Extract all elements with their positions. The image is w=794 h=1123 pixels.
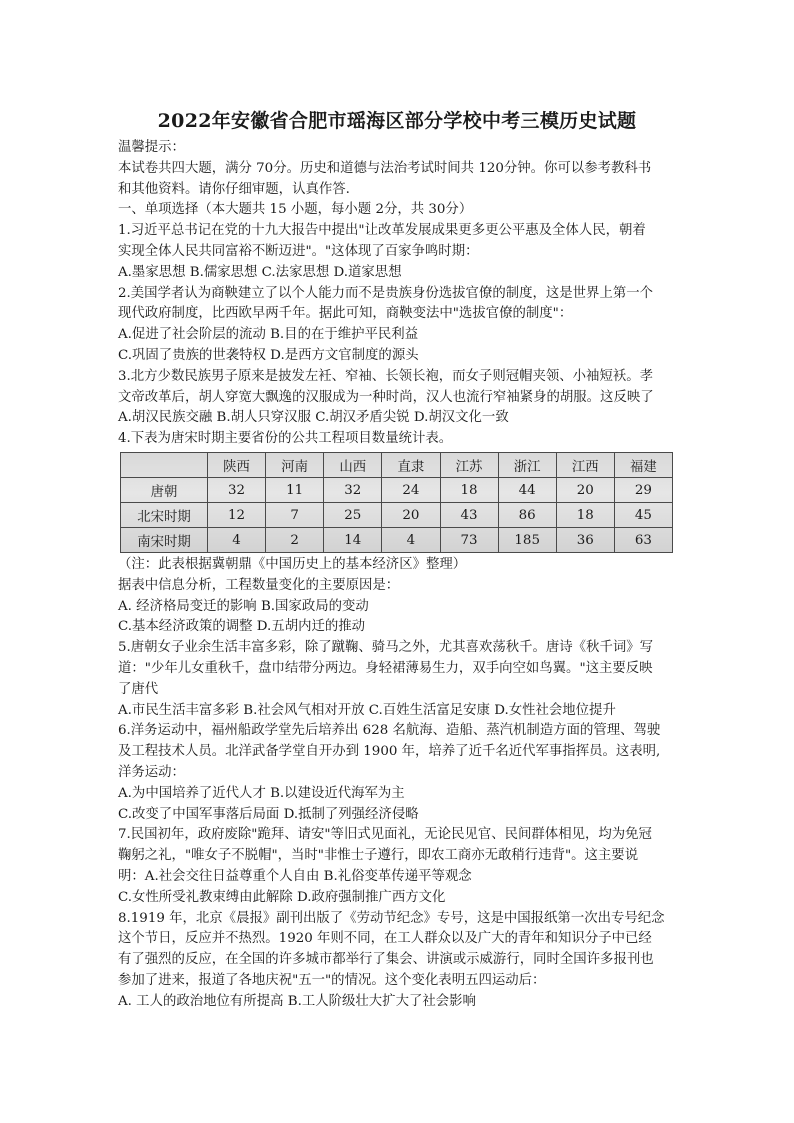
question-1-line: 实现全体人民共同富裕不断迈进"。"这体现了百家争鸣时期：	[118, 243, 479, 259]
question-6-options: C.改变了中国军事落后局面 D.抵制了列强经济侵略	[118, 806, 419, 822]
question-8-line: 8.1919 年，北京《晨报》副刊出版了《劳动节纪念》专号，这是中国报纸第一次出专号纪念	[118, 910, 665, 926]
question-5-line: 了唐代	[118, 681, 159, 697]
table-header-cell	[121, 453, 208, 478]
exam-body-continued	[118, 555, 678, 1013]
table-cell: 14	[324, 528, 382, 553]
question-3-line: 文帝改革后，胡人穿宽大飘逸的汉服成为一种时尚，汉人也流行窄袖紧身的胡服。这反映了	[118, 389, 654, 405]
question-1-options: A.墨家思想 B.儒家思想 C.法家思想 D.道家思想	[118, 264, 402, 280]
table-header-row	[121, 453, 673, 478]
section-heading: 一、单项选择（本大题共 15 小题，每小题 2分，共 30分）	[118, 202, 473, 218]
table-cell: 11	[266, 478, 324, 503]
question-4-line: 4.下表为唐宋时期主要省份的公共工程项目数量统计表。	[118, 431, 453, 447]
question-8-options: A. 工人的政治地位有所提高 B.工人阶级壮大扩大了社会影响	[118, 993, 476, 1009]
table-cell: 43	[440, 503, 498, 528]
question-5-options: A.市民生活丰富多彩 B.社会风气相对开放 C.百姓生活富足安康 D.女性社会地位提升	[118, 702, 616, 718]
question-4-stem: 据表中信息分析，工程数量变化的主要原因是：	[118, 577, 400, 593]
table-cell: 4	[382, 528, 440, 553]
table-row	[121, 503, 673, 528]
table-header-cell: 福建	[614, 453, 672, 478]
question-2-line: 现代政府制度，比西欧早两千年。据此可知，商鞅变法中"选拔官僚的制度"：	[118, 306, 573, 322]
tip-label: 温馨提示：	[118, 140, 185, 155]
table-row	[121, 528, 673, 553]
question-3-options: A.胡汉民族交融 B.胡人只穿汉服 C.胡汉矛盾尖锐 D.胡汉文化一致	[118, 410, 509, 426]
table-cell: 36	[556, 528, 614, 553]
table-header-cell: 浙江	[498, 453, 556, 478]
question-5-line: 道："少年儿女重秋千，盘巾结带分两边。身轻裙薄易生力，双手向空如鸟翼。"这主要反映	[118, 660, 653, 676]
table-cell: 32	[324, 478, 382, 503]
question-6-line: 及工程技术人员。北洋武备学堂自开办到 1900 年，培养了近千名近代军事指挥员。这表明,	[118, 744, 661, 760]
stats-table	[120, 452, 673, 553]
table-row-label: 北宋时期	[121, 503, 208, 528]
table-cell: 4	[208, 528, 266, 553]
table-cell: 63	[614, 528, 672, 553]
table-cell: 18	[440, 478, 498, 503]
question-8-line: 参加了进来，报道了各地庆祝"五一"的情况。这个变化表明五四运动后：	[118, 972, 546, 988]
question-7-line: 7.民国初年，政府废除"跪拜、请安"等旧式见面礼，无论民见官、民间群体相见，均为免冠	[118, 827, 652, 843]
question-6-line: 6.洋务运动中，福州船政学堂先后培养出 628 名航海、造船、蒸汽机制造方面的管理、驾驶	[118, 723, 661, 739]
tip-line: 和其他资料。请你仔细审题，认真作答.	[118, 181, 350, 197]
table-header-cell: 陕西	[208, 453, 266, 478]
question-4-options: A. 经济格局变迁的影响 B.国家政局的变动	[118, 598, 369, 614]
table-row-label: 南宋时期	[121, 528, 208, 553]
question-3-line: 3.北方少数民族男子原来是披发左衽、窄袖、长领长袍，而女子则冠帽夹领、小袖短袄。孝	[118, 368, 654, 384]
table-cell: 2	[266, 528, 324, 553]
tip-line: 本试卷共四大题，满分 70分。历史和道德与法治考试时间共 120分钟。你可以参考教科书	[118, 160, 652, 176]
question-8-line: 有了强烈的反应，在全国的许多城市都举行了集会、讲演或示威游行，同时全国许多报刊也	[118, 952, 654, 968]
question-6-line: 洋务运动：	[118, 764, 185, 780]
table-header-cell: 直隶	[382, 453, 440, 478]
table-cell: 24	[382, 478, 440, 503]
question-7-line: 明：A.社会交往日益尊重个人自由 B.礼俗变革传递平等观念	[118, 868, 472, 884]
table-cell: 44	[498, 478, 556, 503]
table-header-cell: 江苏	[440, 453, 498, 478]
table-cell: 20	[556, 478, 614, 503]
table-row	[121, 478, 673, 503]
question-8-line: 这个节日，反应并不热烈。1920 年则不同，在工人群众以及广大的青年和知识分子中已经	[118, 931, 652, 947]
question-2-options: A.促进了社会阶层的流动 B.目的在于维护平民利益	[118, 327, 419, 343]
table-row-label: 唐朝	[121, 478, 208, 503]
question-4-options: C.基本经济政策的调整 D.五胡内迁的推动	[118, 619, 366, 635]
table-cell: 32	[208, 478, 266, 503]
page-title: 2022年安徽省合肥市瑶海区部分学校中考三模历史试题	[157, 110, 637, 132]
question-6-options: A.为中国培养了近代人才 B.以建设近代海军为主	[118, 785, 405, 801]
table-header-cell: 江西	[556, 453, 614, 478]
table-cell: 86	[498, 503, 556, 528]
table-cell: 29	[614, 478, 672, 503]
table-cell: 185	[498, 528, 556, 553]
question-1-line: 1.习近平总书记在党的十九大报告中提出"让改革发展成果更多更公平惠及全体人民，朝着	[118, 223, 646, 239]
question-2-options: C.巩固了贵族的世袭特权 D.是西方文官制度的源头	[118, 347, 419, 363]
table-cell: 18	[556, 503, 614, 528]
table-header-cell: 河南	[266, 453, 324, 478]
table-header-cell: 山西	[324, 453, 382, 478]
question-7-line: 鞠躬之礼，"唯女子不脱帽"，当时"非惟士子遵行，即农工商亦无敢稍行违背"。这主要说	[118, 848, 639, 864]
table-cell: 7	[266, 503, 324, 528]
table-cell: 45	[614, 503, 672, 528]
table-cell: 20	[382, 503, 440, 528]
question-2-line: 2.美国学者认为商鞅建立了以个人能力而不是贵族身份选拔官僚的制度，这是世界上第一个	[118, 285, 654, 301]
question-5-line: 5.唐朝女子业余生活丰富多彩，除了蹴鞠、骑马之外，尤其喜欢荡秋千。唐诗《秋千词》写	[118, 640, 654, 656]
table-cell: 73	[440, 528, 498, 553]
question-7-options: C.女性所受礼教束缚由此解除 D.政府强制推广西方文化	[118, 889, 446, 905]
table-note: （注：此表根据冀朝鼎《中国历史上的基本经济区》整理）	[118, 557, 467, 572]
table-cell: 12	[208, 503, 266, 528]
table-cell: 25	[324, 503, 382, 528]
exam-body	[118, 138, 678, 450]
